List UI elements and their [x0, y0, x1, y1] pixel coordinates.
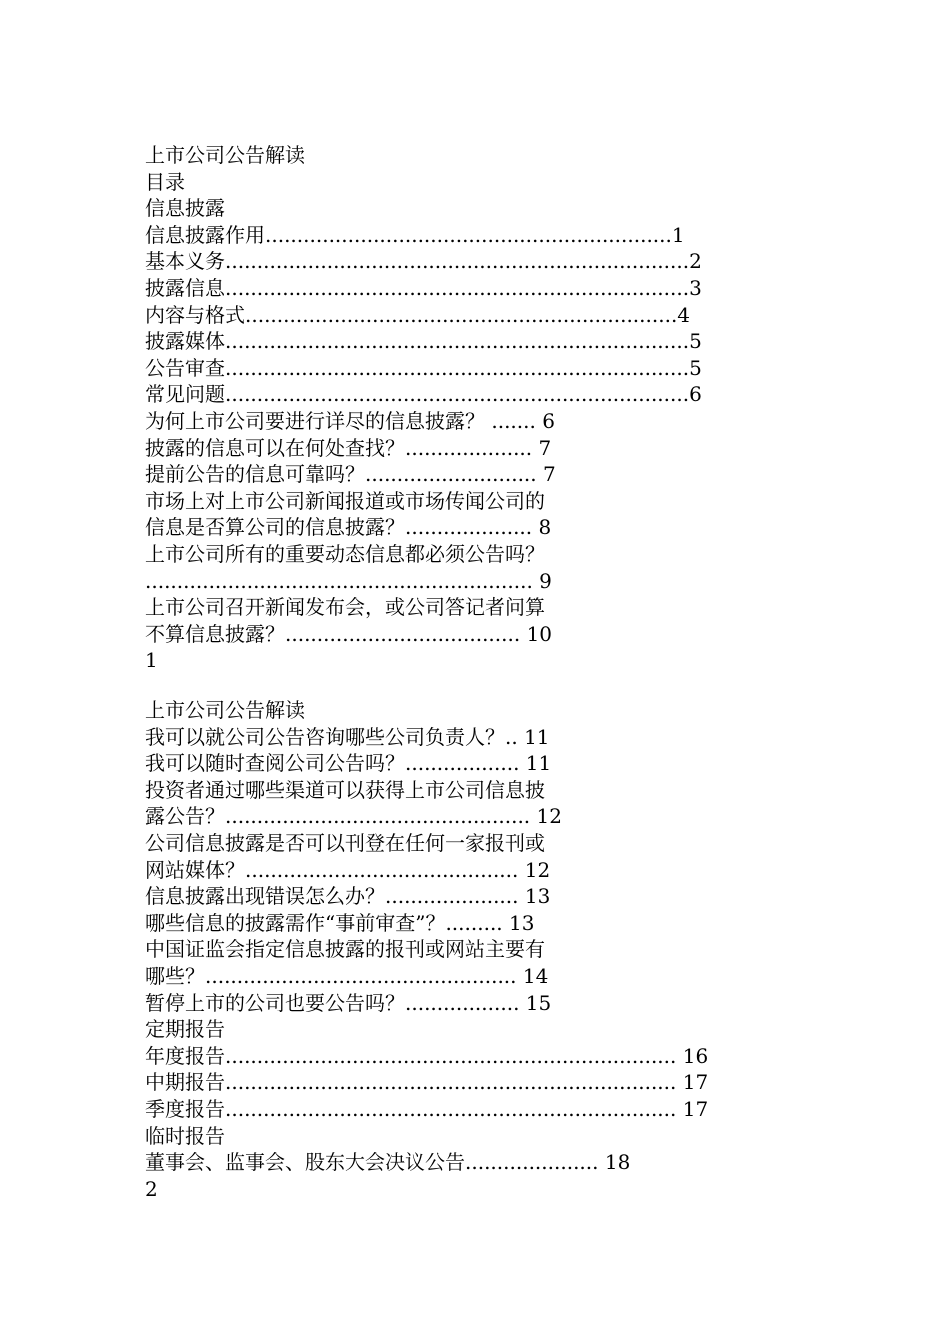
toc-entry[interactable]: 披露媒体.........................................................................5 — [145, 329, 702, 354]
toc-entry[interactable]: 中期报告....................................................................... 17 — [145, 1070, 709, 1095]
toc-section-heading: 信息披露 — [145, 196, 225, 221]
toc-entry[interactable]: 上市公司召开新闻发布会，或公司答记者问算 — [145, 595, 545, 620]
toc-entry[interactable]: 投资者通过哪些渠道可以获得上市公司信息披 — [145, 777, 545, 802]
toc-entry[interactable]: 中国证监会指定信息披露的报刊或网站主要有 — [145, 937, 545, 962]
toc-heading: 目录 — [145, 169, 185, 194]
toc-entry[interactable]: 公告审查.........................................................................5 — [145, 355, 702, 380]
toc-entry[interactable]: 露公告？................................................ 12 — [145, 804, 562, 829]
toc-entry[interactable]: 披露信息.........................................................................3 — [145, 275, 702, 300]
toc-entry[interactable]: 季度报告....................................................................... 17 — [145, 1096, 709, 1121]
toc-entry[interactable]: 为何上市公司要进行详尽的信息披露？ ....... 6 — [145, 408, 555, 433]
toc-entry[interactable]: ............................................................. 9 — [145, 568, 552, 593]
toc-entry[interactable]: 年度报告....................................................................... 16 — [145, 1043, 709, 1068]
toc-section-heading: 临时报告 — [145, 1123, 225, 1148]
toc-entry[interactable]: 董事会、监事会、股东大会决议公告..................... 18 — [145, 1150, 631, 1175]
toc-entry[interactable]: 常见问题.........................................................................6 — [145, 382, 702, 407]
toc-entry[interactable]: 内容与格式....................................................................4 — [145, 302, 691, 327]
toc-entry[interactable]: 提前公告的信息可靠吗？........................... 7 — [145, 462, 556, 487]
toc-entry[interactable]: 上市公司所有的重要动态信息都必须公告吗？ — [145, 541, 545, 566]
page-number: 1 — [145, 648, 158, 673]
page-1-toc — [145, 142, 702, 674]
toc-entry[interactable]: 哪些信息的披露需作“事前审查”？......... 13 — [145, 910, 535, 935]
toc-entry[interactable]: 信息披露作用................................................................1 — [145, 222, 685, 247]
toc-entry[interactable]: 公司信息披露是否可以刊登在任何一家报刊或 — [145, 830, 545, 855]
toc-entry[interactable]: 网站媒体？........................................... 12 — [145, 857, 551, 882]
toc-section-heading: 定期报告 — [145, 1017, 225, 1042]
document-title: 上市公司公告解读 — [145, 143, 305, 167]
toc-entry[interactable]: 市场上对上市公司新闻报道或市场传闻公司的 — [145, 488, 545, 513]
toc-entry[interactable]: 披露的信息可以在何处查找？.................... 7 — [145, 435, 552, 460]
toc-entry[interactable]: 哪些？................................................. 14 — [145, 963, 549, 988]
toc-entry[interactable]: 不算信息披露？..................................... 10 — [145, 621, 553, 646]
toc-entry[interactable]: 我可以随时查阅公司公告吗？.................. 11 — [145, 751, 552, 776]
toc-entry[interactable]: 基本义务.........................................................................2 — [145, 249, 702, 274]
toc-entry[interactable]: 信息披露出现错误怎么办？..................... 13 — [145, 884, 551, 909]
toc-entry[interactable]: 暂停上市的公司也要公告吗？.................. 15 — [145, 990, 552, 1015]
toc-entry[interactable]: 信息是否算公司的信息披露？.................... 8 — [145, 515, 552, 540]
page-number: 2 — [145, 1176, 158, 1201]
toc-entry[interactable]: 我可以就公司公告咨询哪些公司负责人？.. 11 — [145, 724, 550, 749]
document-title: 上市公司公告解读 — [145, 698, 305, 722]
page-2-toc — [145, 697, 708, 1202]
